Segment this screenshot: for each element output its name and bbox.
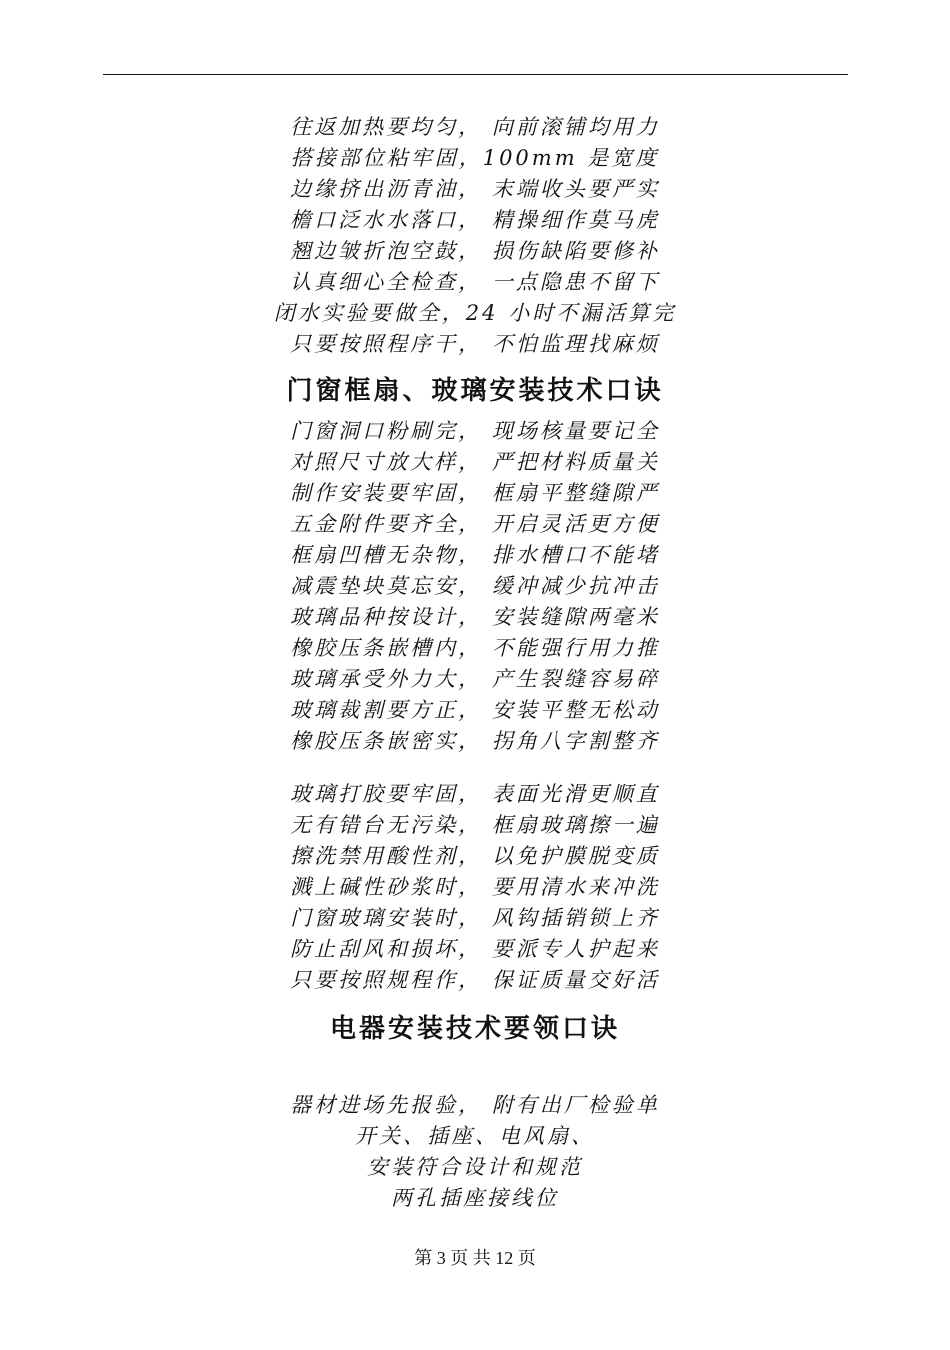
section-doors-windows-verses (0, 416, 950, 996)
verse-line: 对照尺寸放大样， 严把材料质量关 (290, 450, 660, 474)
verse-line: 开关、插座、电风扇、 (355, 1124, 595, 1148)
verse-line: 减震垫块莫忘安， 缓冲减少抗冲击 (290, 574, 660, 598)
verse-line: 玻璃裁割要方正， 安装平整无松动 (290, 698, 660, 722)
verse-line: 只要按照规程作， 保证质量交好活 (290, 968, 660, 992)
verse-line: 闭水实验要做全，24 小时不漏活算完 (273, 301, 677, 325)
verse-line: 制作安装要牢固， 框扇平整缝隙严 (290, 481, 660, 505)
verse-line: 门窗玻璃安装时， 风钩插销锁上齐 (290, 906, 660, 930)
verse-line: 防止刮风和损坏， 要派专人护起来 (290, 937, 660, 961)
verse-line: 溅上碱性砂浆时， 要用清水来冲洗 (290, 875, 660, 899)
section-roofing-verses (0, 112, 950, 360)
section-title-doors-windows: 门窗框扇、玻璃安装技术口诀 (286, 376, 664, 406)
header-rule (103, 74, 848, 75)
verse-line: 玻璃承受外力大， 产生裂缝容易碎 (290, 667, 660, 691)
verse-line: 无有错台无污染， 框扇玻璃擦一遍 (290, 813, 660, 837)
document-body (0, 112, 950, 1214)
verse-line: 擦洗禁用酸性剂， 以免护膜脱变质 (290, 844, 660, 868)
section-title-electrical: 电器安装技术要领口诀 (329, 1014, 620, 1044)
verse-line: 安装符合设计和规范 (367, 1155, 583, 1179)
verse-line: 往返加热要均匀， 向前滚铺均用力 (290, 115, 660, 139)
verse-line: 橡胶压条嵌槽内， 不能强行用力推 (290, 636, 660, 660)
verse-line: 檐口泛水水落口， 精操细作莫马虎 (290, 208, 660, 232)
verse-line: 玻璃打胶要牢固， 表面光滑更顺直 (290, 782, 660, 806)
verse-line: 认真细心全检查， 一点隐患不留下 (290, 270, 660, 294)
verse-line: 框扇凹槽无杂物， 排水槽口不能堵 (290, 543, 660, 567)
verse-line: 两孔插座接线位 (391, 1186, 559, 1210)
verse-line: 只要按照程序干， 不怕监理找麻烦 (290, 332, 660, 356)
verse-line: 门窗洞口粉刷完， 现场核量要记全 (290, 419, 660, 443)
verse-line: 边缘挤出沥青油， 末端收头要严实 (290, 177, 660, 201)
verse-line: 玻璃品种按设计， 安装缝隙两毫米 (290, 605, 660, 629)
verse-line: 橡胶压条嵌密实， 拐角八字割整齐 (290, 729, 660, 753)
verse-line: 器材进场先报验， 附有出厂检验单 (290, 1093, 660, 1117)
page-number: 第 3 页 共 12 页 (414, 1248, 536, 1268)
verse-line: 翘边皱折泡空鼓， 损伤缺陷要修补 (290, 239, 660, 263)
verse-line: 搭接部位粘牢固，100mm 是宽度 (290, 146, 660, 170)
stanza-gap (0, 757, 950, 779)
verse-line: 五金附件要齐全， 开启灵活更方便 (290, 512, 660, 536)
section-electrical-verses (0, 1090, 950, 1214)
